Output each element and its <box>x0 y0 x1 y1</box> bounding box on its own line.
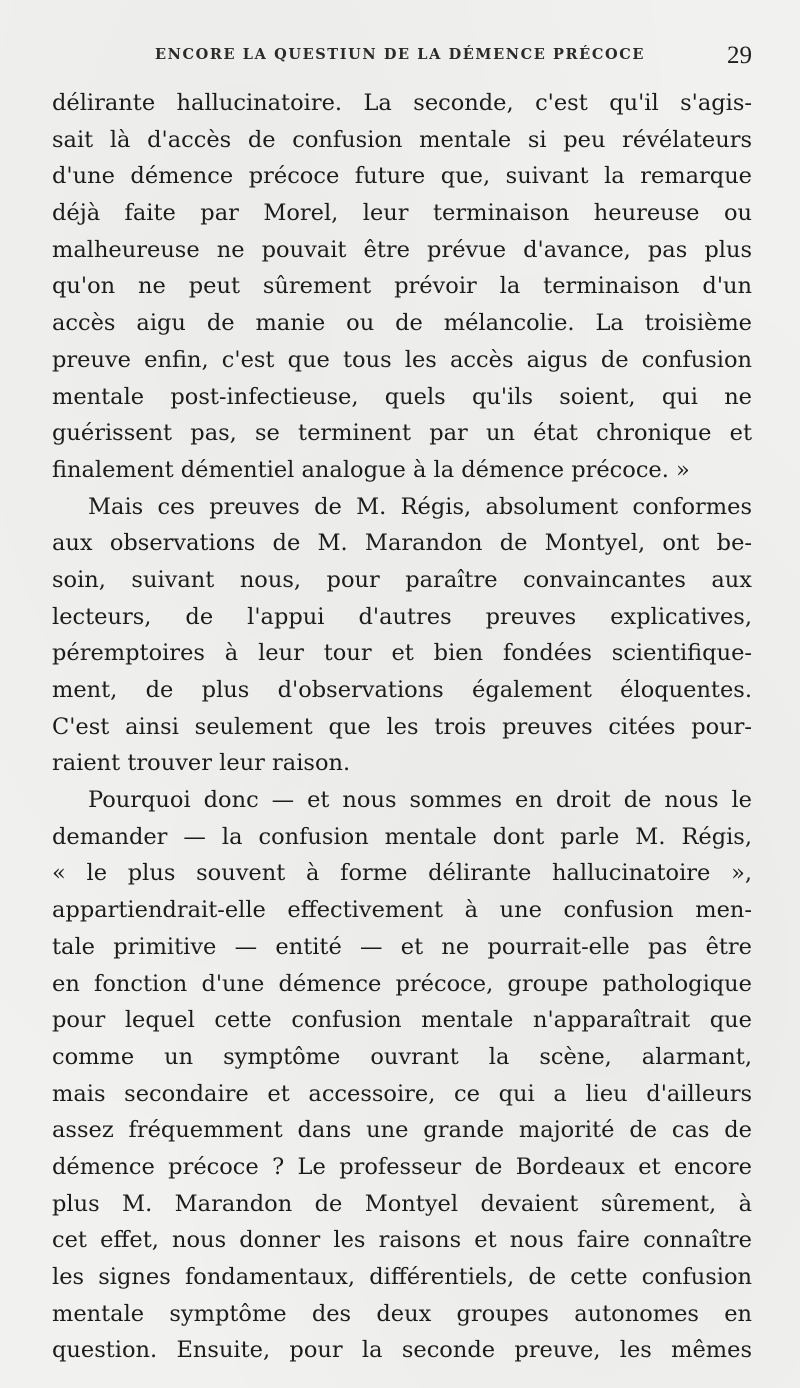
paragraph-end-line: raient trouver leur raison. <box>52 750 351 777</box>
text-line: aux observations de M. Marandon de Montyel, ont be- <box>52 530 752 557</box>
text-line: mais secondaire et accessoire, ce qui a lieu d'ailleurs <box>52 1080 752 1107</box>
text-line: « le plus souvent à forme délirante hallucinatoire », <box>52 860 752 887</box>
text-line: tale primitive — entité — et ne pourrait-elle pas être <box>52 933 752 960</box>
text-line: question. Ensuite, pour la seconde preuve, les mêmes <box>52 1337 752 1364</box>
text-line: soin, suivant nous, pour paraître convaincantes aux <box>52 566 752 593</box>
text-line: d'une démence précoce future que, suivant la remarque <box>52 163 752 190</box>
running-head <box>0 42 800 72</box>
text-line: lecteurs, de l'appui d'autres preuves explicatives, <box>52 603 752 630</box>
text-line: démence précoce ? Le professeur de Bordeaux et encore <box>52 1153 752 1180</box>
text-line: les signes fondamentaux, différentiels, de cette confusion <box>52 1264 752 1290</box>
text-line: cet effet, nous donner les raisons et nous faire connaître <box>52 1227 752 1254</box>
text-line: en fonction d'une démence précoce, groupe pathologique <box>52 970 752 997</box>
text-line: comme un symptôme ouvrant la scène, alarmant, <box>52 1043 752 1070</box>
paragraph-start-line: Mais ces preuves de M. Régis, absolument conformes <box>88 493 752 520</box>
text-line: délirante hallucinatoire. La seconde, c'est qu'il s'agis- <box>52 90 752 116</box>
text-line: demander — la confusion mentale dont parle M. Régis, <box>52 823 752 850</box>
running-title: ENCORE LA QUESTIUN DE LA DÉMENCE PRÉCOCE <box>154 46 645 63</box>
body-text <box>52 85 752 1369</box>
paragraph-end-line: finalement démentiel analogue à la démence précoce. » <box>52 456 690 483</box>
text-line: appartiendrait-elle effectivement à une confusion men- <box>52 897 752 924</box>
text-line: plus M. Marandon de Montyel devaient sûrement, à <box>52 1190 752 1217</box>
text-line: C'est ainsi seulement que les trois preuves citées pour- <box>52 713 752 740</box>
text-line: pour lequel cette confusion mentale n'apparaîtrait que <box>52 1007 752 1034</box>
text-line: ment, de plus d'observations également éloquentes. <box>52 677 752 703</box>
text-line: assez fréquemment dans une grande majorité de cas de <box>52 1117 752 1144</box>
text-line: sait là d'accès de confusion mentale si peu révélateurs <box>52 126 752 153</box>
text-line: guérissent pas, se terminent par un état chronique et <box>52 420 752 447</box>
text-line: accès aigu de manie ou de mélancolie. La troisième <box>52 310 752 337</box>
page-number: 29 <box>727 42 752 69</box>
text-line: preuve enfin, c'est que tous les accès aigus de confusion <box>52 346 752 373</box>
text-line: péremptoires à leur tour et bien fondées scientifique- <box>52 640 752 667</box>
text-line: mentale symptôme des deux groupes autonomes en <box>52 1300 752 1327</box>
paragraph-start-line: Pourquoi donc — et nous sommes en droit de nous le <box>88 787 752 814</box>
text-line: déjà faite par Morel, leur terminaison heureuse ou <box>52 200 752 227</box>
text-line: malheureuse ne pouvait être prévue d'avance, pas plus <box>52 236 752 263</box>
text-line: qu'on ne peut sûrement prévoir la terminaison d'un <box>52 273 752 300</box>
text-line: mentale post-infectieuse, quels qu'ils soient, qui ne <box>52 383 752 410</box>
